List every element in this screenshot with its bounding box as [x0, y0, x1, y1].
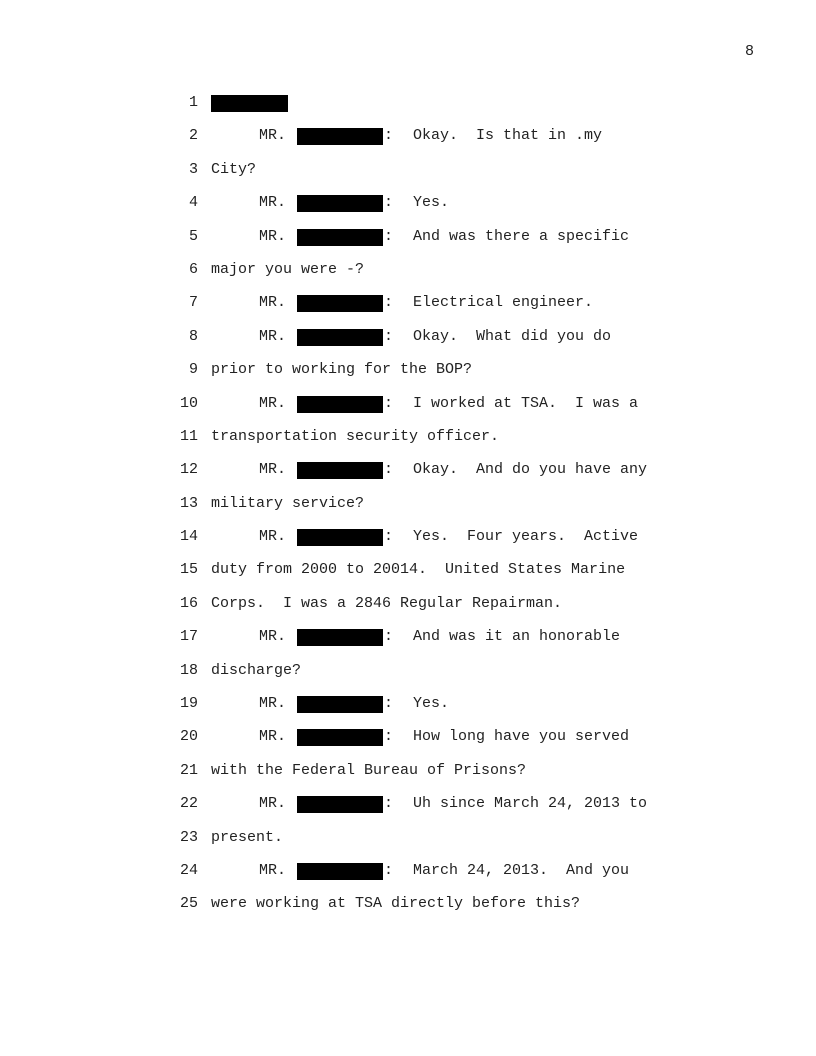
redacted-name: [297, 329, 383, 346]
line-number: 18: [179, 661, 198, 679]
speech-text: I worked at TSA. I was a: [413, 394, 639, 412]
transcript-line: [0, 93, 816, 126]
speaker-colon: :: [384, 294, 394, 312]
speaker-prefix: MR.: [259, 795, 287, 813]
speech-text: Okay. Is that in .my: [413, 127, 603, 145]
speaker-colon: :: [384, 628, 394, 646]
line-number: 24: [179, 861, 198, 879]
line-number: 15: [179, 561, 198, 579]
speech-text: Yes.: [413, 194, 450, 212]
redacted-name: [297, 863, 383, 880]
speaker-colon: :: [384, 528, 394, 546]
line-number: 7: [188, 294, 198, 312]
speech-text: were working at TSA directly before this?: [211, 895, 581, 913]
transcript-line: [0, 828, 816, 861]
line-number: 5: [188, 227, 198, 245]
transcript-line: [0, 260, 816, 293]
line-number: 23: [179, 828, 198, 846]
transcript-line: [0, 560, 816, 593]
transcript-line: [0, 627, 816, 660]
transcript-line: [0, 427, 816, 460]
speech-text: Okay. And do you have any: [413, 461, 648, 479]
line-number: 13: [179, 494, 198, 512]
transcript-line: [0, 126, 816, 159]
speech-text: Electrical engineer.: [413, 294, 594, 312]
line-number: 25: [179, 895, 198, 913]
speaker-prefix: MR.: [259, 227, 287, 245]
line-number: 11: [179, 427, 198, 445]
line-number: 20: [179, 728, 198, 746]
line-number: 16: [179, 594, 198, 612]
speaker-prefix: MR.: [259, 461, 287, 479]
line-number: 6: [188, 260, 198, 278]
speech-text: present.: [211, 828, 284, 846]
line-number: 2: [188, 127, 198, 145]
speech-text: And was there a specific: [413, 227, 630, 245]
redacted-name: [297, 629, 383, 646]
line-number: 19: [179, 695, 198, 713]
transcript-line: [0, 293, 816, 326]
redacted-name: [297, 295, 383, 312]
speaker-colon: :: [384, 127, 394, 145]
transcript-line: [0, 861, 816, 894]
redacted-name: [297, 729, 383, 746]
line-number: 1: [188, 94, 198, 111]
transcript-line: [0, 794, 816, 827]
line-number: 4: [188, 194, 198, 212]
speech-text: How long have you served: [413, 728, 630, 746]
speaker-prefix: MR.: [259, 294, 287, 312]
speech-text: transportation security officer.: [211, 427, 500, 445]
speaker-colon: :: [384, 394, 394, 412]
transcript-line: [0, 360, 816, 393]
speaker-prefix: MR.: [259, 127, 287, 145]
transcript-line: [0, 160, 816, 193]
redacted-name: [297, 696, 383, 713]
speaker-prefix: MR.: [259, 194, 287, 212]
page-number: 8: [745, 43, 755, 60]
speaker-colon: :: [384, 695, 394, 713]
speaker-prefix: MR.: [259, 861, 287, 879]
transcript-line: [0, 527, 816, 560]
speech-text: City?: [211, 160, 257, 178]
speech-text: major you were -?: [211, 260, 365, 278]
transcript-line: [0, 727, 816, 760]
transcript-line: [0, 327, 816, 360]
transcript: [0, 93, 816, 928]
speech-text: March 24, 2013. And you: [413, 861, 630, 879]
speech-text: prior to working for the BOP?: [211, 361, 473, 379]
transcript-line: [0, 494, 816, 527]
speech-text: discharge?: [211, 661, 302, 679]
speech-text: with the Federal Bureau of Prisons?: [211, 761, 527, 779]
speaker-colon: :: [384, 861, 394, 879]
transcript-line: [0, 761, 816, 794]
redaction-block: [211, 95, 288, 112]
transcript-line: [0, 193, 816, 226]
redacted-name: [297, 796, 383, 813]
transcript-line: [0, 694, 816, 727]
transcript-line: [0, 594, 816, 627]
speech-text: duty from 2000 to 20014. United States Marine: [211, 561, 626, 579]
speech-text: Okay. What did you do: [413, 327, 612, 345]
speaker-colon: :: [384, 194, 394, 212]
transcript-line: [0, 894, 816, 927]
redacted-name: [297, 229, 383, 246]
speaker-colon: :: [384, 728, 394, 746]
line-number: 12: [179, 461, 198, 479]
speaker-prefix: MR.: [259, 728, 287, 746]
speech-text: Yes.: [413, 695, 450, 713]
speech-text: military service?: [211, 494, 365, 512]
redacted-name: [297, 128, 383, 145]
speaker-prefix: MR.: [259, 528, 287, 546]
speaker-prefix: MR.: [259, 394, 287, 412]
speaker-prefix: MR.: [259, 628, 287, 646]
line-number: 17: [179, 628, 198, 646]
line-number: 8: [188, 327, 198, 345]
speech-text: And was it an honorable: [413, 628, 621, 646]
line-number: 21: [179, 761, 198, 779]
line-number: 9: [188, 361, 198, 379]
redacted-name: [297, 195, 383, 212]
speaker-colon: :: [384, 327, 394, 345]
speech-text: Corps. I was a 2846 Regular Repairman.: [211, 594, 563, 612]
line-number: 3: [188, 160, 198, 178]
transcript-line: [0, 661, 816, 694]
speech-text: Yes. Four years. Active: [413, 528, 639, 546]
transcript-line: [0, 227, 816, 260]
speaker-colon: :: [384, 461, 394, 479]
redacted-name: [297, 462, 383, 479]
redacted-name: [297, 396, 383, 413]
speaker-colon: :: [384, 227, 394, 245]
transcript-line: [0, 460, 816, 493]
line-number: 10: [179, 394, 198, 412]
speech-text: Uh since March 24, 2013 to: [413, 795, 648, 813]
redacted-name: [297, 529, 383, 546]
speaker-prefix: MR.: [259, 695, 287, 713]
line-number: 22: [179, 795, 198, 813]
line-number: 14: [179, 528, 198, 546]
speaker-colon: :: [384, 795, 394, 813]
transcript-line: [0, 394, 816, 427]
speaker-prefix: MR.: [259, 327, 287, 345]
